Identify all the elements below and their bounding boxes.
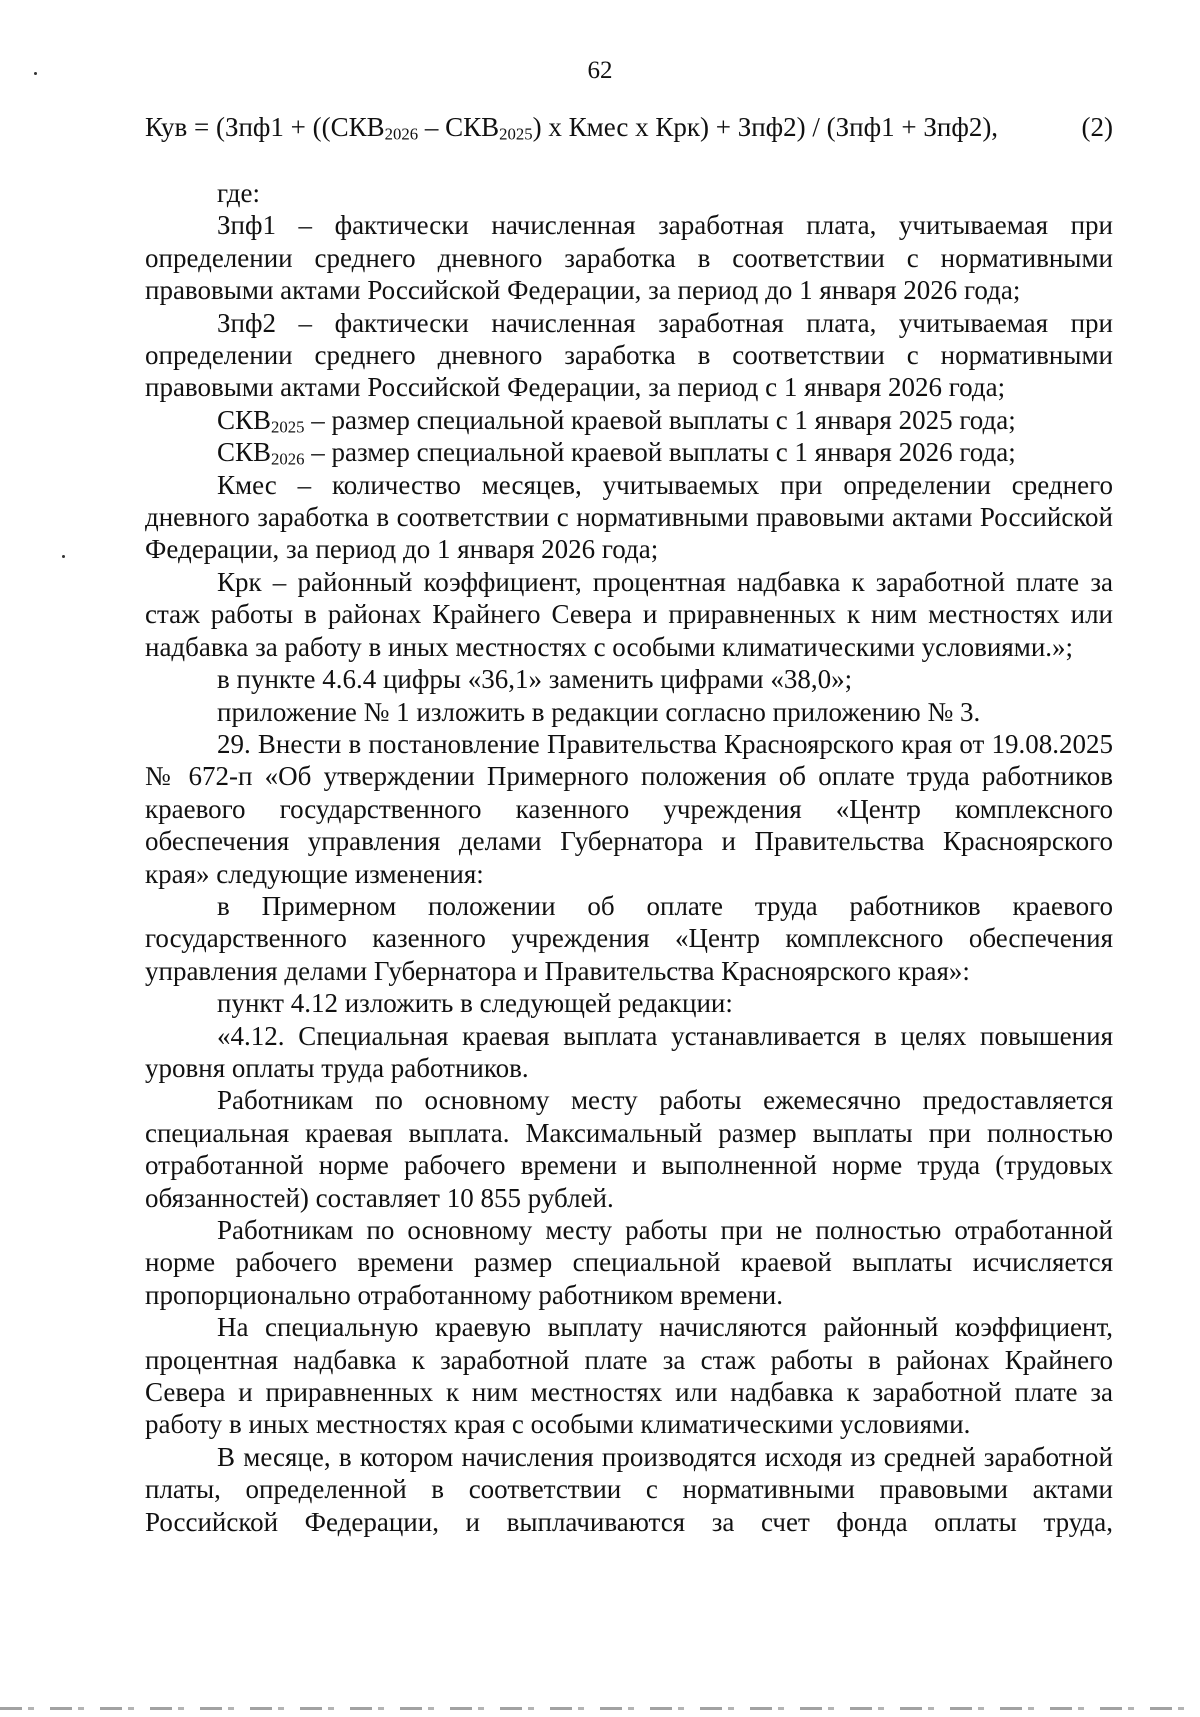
paragraph: Работникам по основному месту работы ежемесячно предоставляется специальная краевая выплата. Максимальный размер выплаты при полностью отработанной норме рабочего времени и выполненной норме труда (трудовых обязанностей) составляет 10 855 рублей. bbox=[145, 1085, 1113, 1213]
formula-subscript: 2025 bbox=[499, 124, 533, 144]
paragraph: Работникам по основному месту работы при не полностью отработанной норме рабочего времени размер специальной краевой выплаты исчисляется пропорционально отработанному работником времени. bbox=[145, 1215, 1113, 1310]
paragraph: 29. Внести в постановление Правительства Красноярского края от 19.08.2025 № 672-п «Об утверждении Примерного положения об оплате труда работников краевого государственного казенного учреждения «Центр комплексного обеспечения управления делами Губернатора и Правительства Красноярского края» следующие изменения: bbox=[145, 728, 1113, 889]
paragraph: Зпф2 – фактически начисленная заработная плата, учитываемая при определении среднего дневного заработка в соответствии с нормативными правовыми актами Российской Федерации, за период с 1 января 2026 года; bbox=[145, 307, 1113, 403]
paragraph: приложение № 1 изложить в редакции согласно приложению № 3. bbox=[217, 696, 981, 727]
scan-speck bbox=[62, 555, 65, 558]
document-body bbox=[145, 177, 1113, 1538]
term-subscript: 2026 bbox=[271, 449, 305, 469]
paragraph bbox=[145, 404, 1113, 436]
term: СКВ bbox=[217, 437, 272, 468]
paragraph: где: bbox=[217, 178, 260, 208]
paragraph: в Примерном положении об оплате труда работников краевого государственного казенного учреждения «Центр комплексного обеспечения управления делами Губернатора и Правительства Красноярского края»: bbox=[145, 890, 1113, 986]
term: СКВ bbox=[217, 404, 272, 435]
paragraph: В месяце, в котором начисления производятся исходя из средней заработной платы, определенной в соответствии с нормативными правовыми актами Российской Федерации, и выплачиваются за счет фонда оплаты труда, bbox=[145, 1441, 1113, 1537]
formula-lhs: Кув = (Зпф1 + ((СКВ bbox=[145, 112, 385, 142]
definition: – размер специальной краевой выплаты с 1 января 2025 года; bbox=[304, 404, 1016, 435]
paragraph: Кмес – количество месяцев, учитываемых при определении среднего дневного заработка в соответствии с нормативными правовыми актами Российской Федерации, за период до 1 января 2026 года; bbox=[145, 469, 1113, 565]
paragraph: в пункте 4.6.4 цифры «36,1» заменить цифрами «38,0»; bbox=[217, 664, 853, 695]
paragraph bbox=[145, 436, 1113, 468]
formula-middle: – СКВ bbox=[418, 112, 500, 142]
formula-2 bbox=[145, 110, 1113, 144]
formula-rhs: ) х Кмес х Крк) + Зпф2) / (Зпф1 + Зпф2), bbox=[532, 112, 999, 142]
paragraph: На специальную краевую выплату начисляются районный коэффициент, процентная надбавка к заработной плате за стаж работы в районах Крайнего Севера и приравненных к ним местностях или надбавка к заработной плате за работу в иных местностях края с особыми климатическими условиями. bbox=[145, 1312, 1113, 1440]
paragraph: пункт 4.12 изложить в следующей редакции: bbox=[217, 988, 733, 1019]
page-number: 62 bbox=[587, 57, 613, 84]
paragraph: Зпф1 – фактически начисленная заработная плата, учитываемая при определении среднего дневного заработка в соответствии с нормативными правовыми актами Российской Федерации, за период до 1 января 2026 года; bbox=[145, 210, 1113, 306]
term-subscript: 2025 bbox=[271, 417, 305, 437]
paragraph: «4.12. Специальная краевая выплата устанавливается в целях повышения уровня оплаты труда работников. bbox=[145, 1020, 1113, 1083]
formula-number: (2) bbox=[1081, 112, 1113, 142]
scan-edge-artifact bbox=[0, 1707, 1200, 1710]
formula-subscript: 2026 bbox=[384, 124, 419, 144]
definition: – размер специальной краевой выплаты с 1 января 2026 года; bbox=[304, 437, 1016, 468]
paragraph: Крк – районный коэффициент, процентная надбавка к заработной плате за стаж работы в районах Крайнего Севера и приравненных к ним местностях или надбавка за работу в иных местностях с особыми климатическими условиями.»; bbox=[145, 566, 1113, 662]
